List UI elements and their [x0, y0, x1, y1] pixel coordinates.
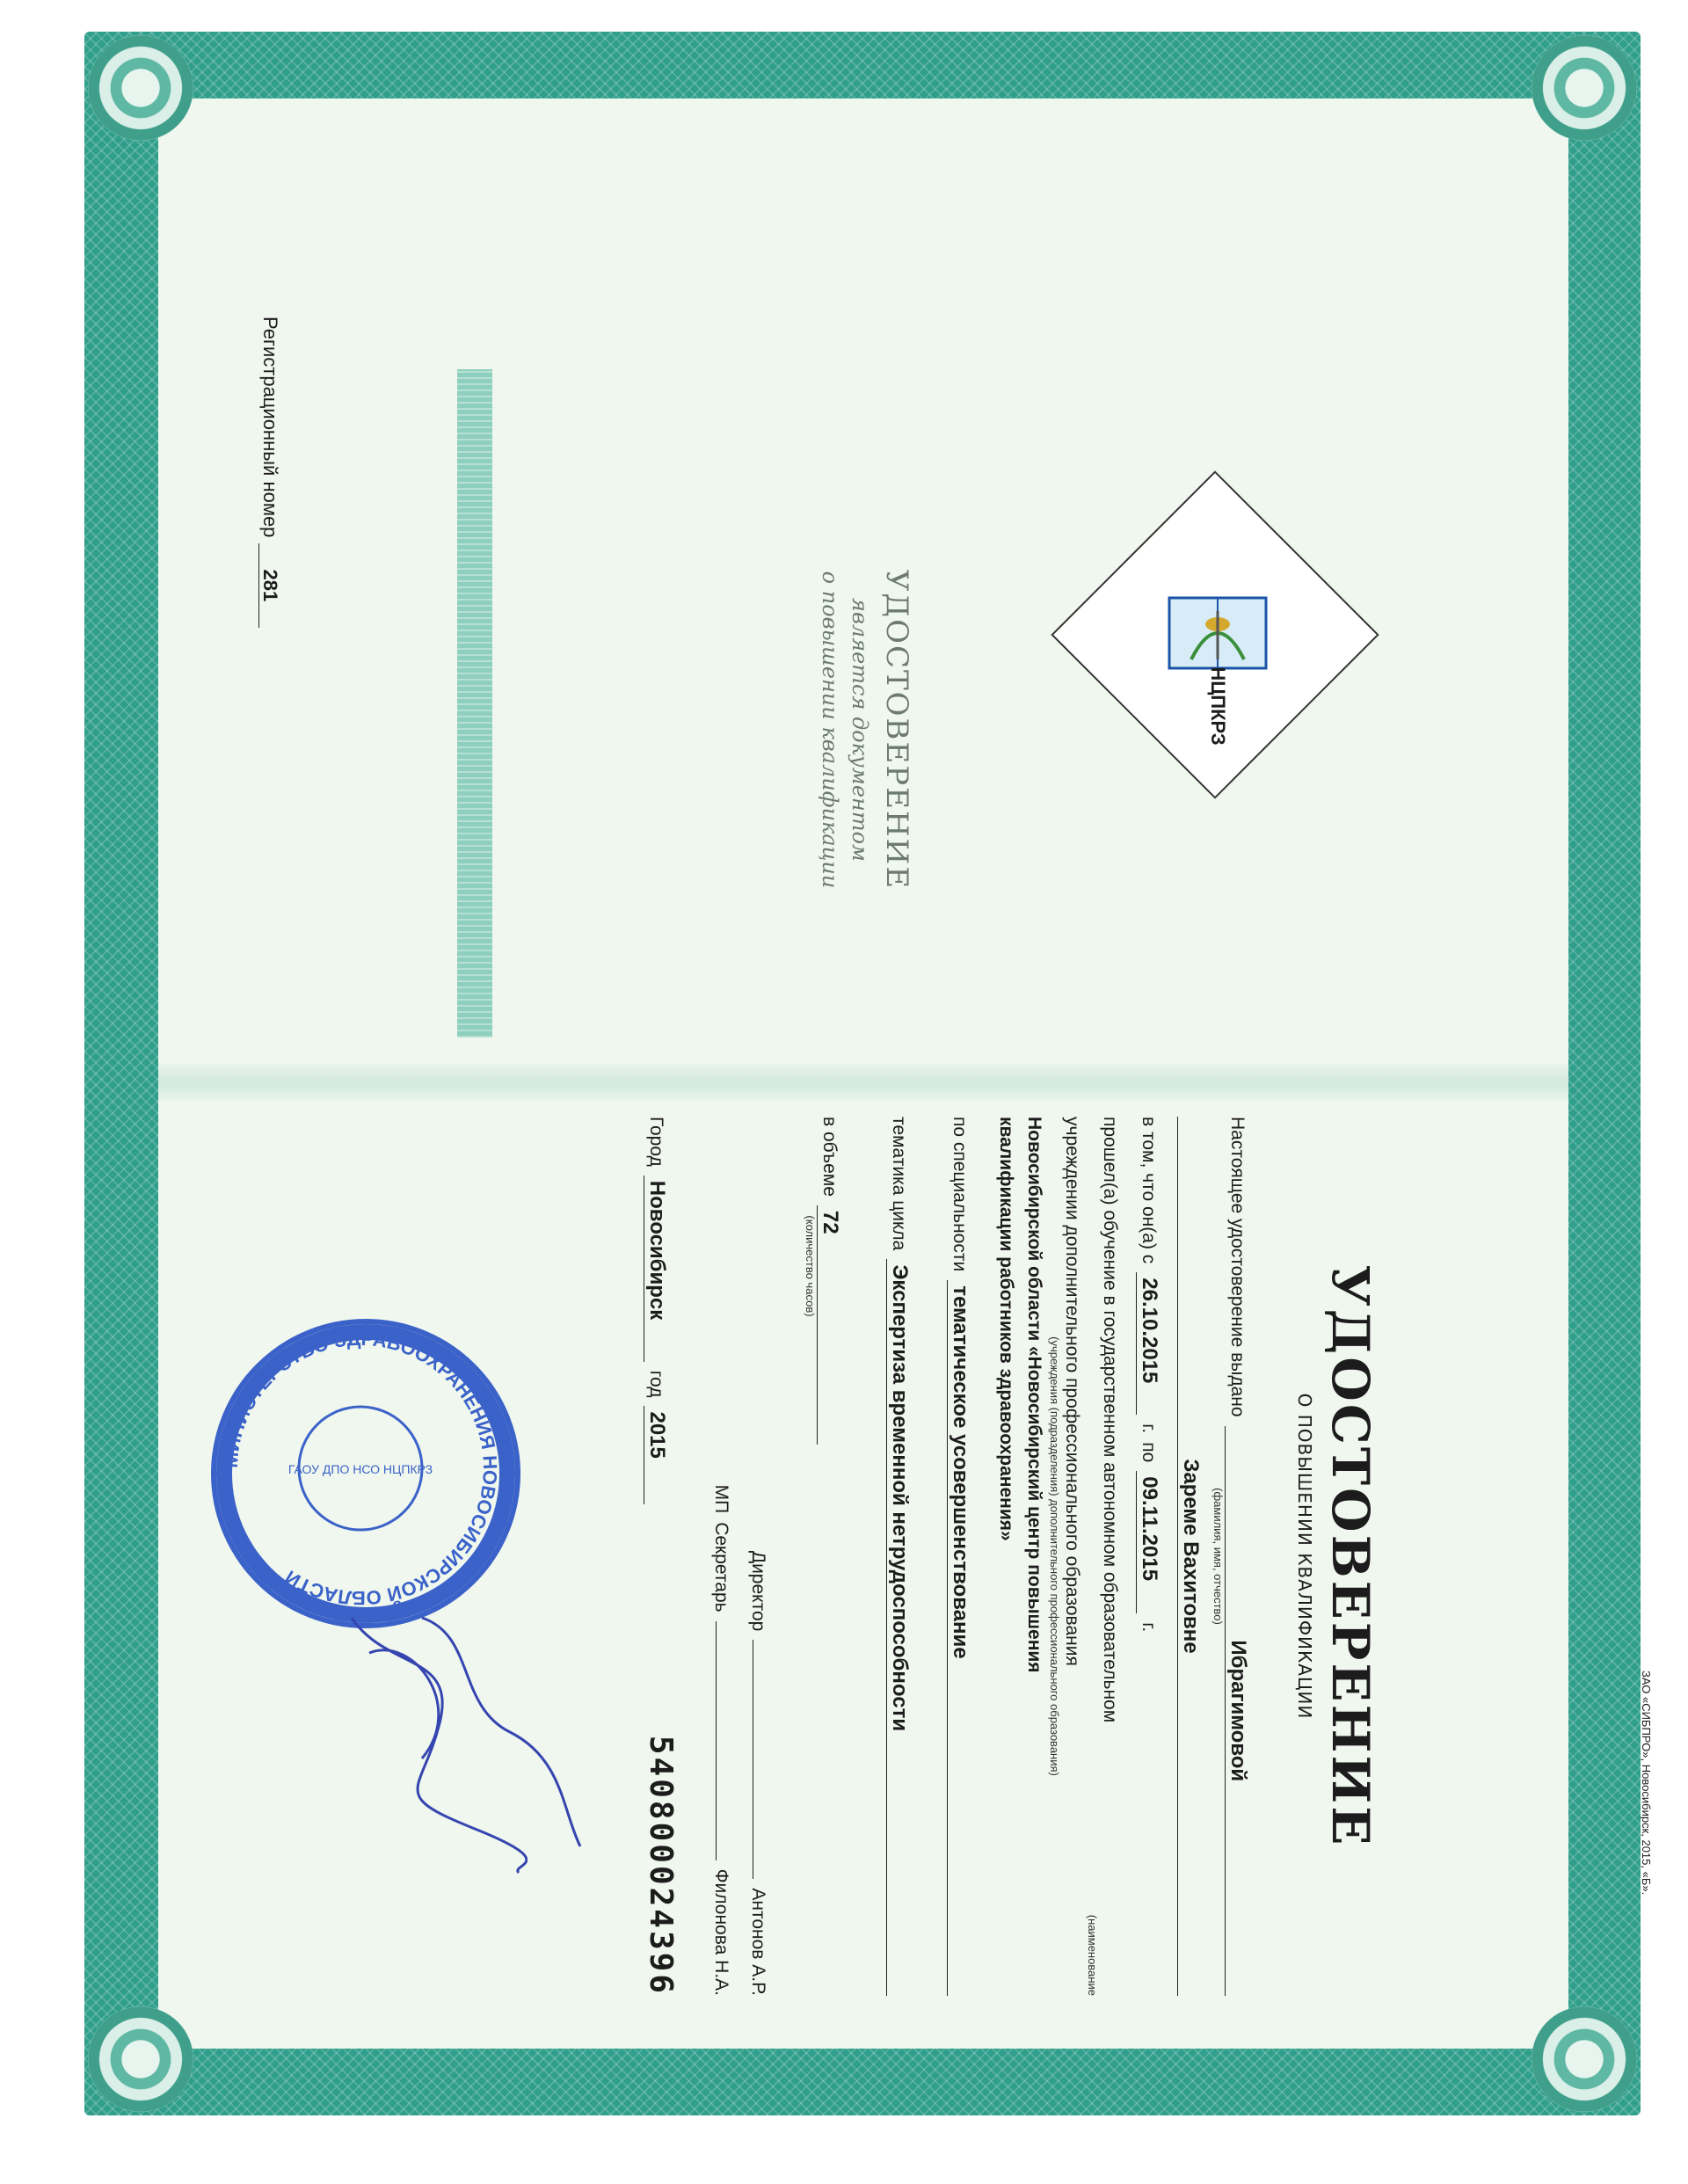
specialty-label: по специальности	[950, 1117, 970, 1272]
hours-caption: (количество часов)	[804, 1215, 817, 1317]
corner-ornament	[88, 35, 193, 141]
logo-text: НЦПКРЗ	[1207, 666, 1229, 746]
institution-line-1: учреждении дополнительного профессионального образования	[1062, 1117, 1082, 1666]
date-from: 26.10.2015	[1136, 1272, 1161, 1415]
registration-number: 281	[258, 543, 281, 629]
ornamental-band	[457, 369, 492, 1037]
stamp-inner-text: ГАОУ ДПО НСО НЦПКРЗ	[287, 1462, 433, 1476]
training-line: прошел(а) обучение в государственном автономном образовательном	[1100, 1117, 1120, 1723]
stamp-ring-text: МИНИСТЕРСТВО ЗДРАВООХРАНЕНИЯ НОВОСИБИРСКОЙ ОБЛАСТИ	[219, 1327, 502, 1610]
to-label: по	[1139, 1442, 1159, 1463]
given-names-value: Зареме Вахитовне	[1177, 1117, 1203, 1996]
city-label: Город	[646, 1117, 666, 1167]
secretary-label: Секретарь	[711, 1522, 731, 1613]
corner-ornament	[1532, 35, 1637, 141]
secretary-name: Филонова Н.А.	[711, 1868, 731, 1996]
specialty-value: тематическое усовершенствование	[947, 1280, 972, 1996]
serial-number: 540800024396	[643, 1735, 679, 1996]
official-stamp	[211, 1319, 520, 1628]
director-label: Директор	[748, 1550, 768, 1632]
back-title: УДОСТОВЕРЕНИЕ	[879, 569, 914, 891]
back-line-2: о повышении квалификации	[818, 571, 842, 889]
city-value: Новосибирск	[644, 1176, 669, 1362]
institution-caption: (учреждения (подразделения) дополнительного профессионального образования)	[1048, 1336, 1061, 1776]
secretary-signature-line	[716, 1621, 717, 1860]
year-label: год	[646, 1370, 666, 1398]
issued-label: Настоящее удостоверение выдано	[1227, 1117, 1248, 1417]
stamp-ring	[211, 1319, 510, 1618]
registration-row	[258, 317, 281, 844]
back-section	[818, 422, 914, 1037]
hours-value: 72	[817, 1205, 842, 1445]
center-fold	[158, 1064, 1568, 1101]
mp-label: МП	[711, 1484, 731, 1514]
fio-caption: (фамилия, имя, отчество)	[1211, 1488, 1225, 1625]
signature-secretary	[404, 1600, 598, 1864]
year-value: 2015	[644, 1406, 669, 1504]
surname-value: Ибрагимовой	[1225, 1426, 1250, 1996]
corner-ornament	[88, 2006, 193, 2112]
date-to: 09.11.2015	[1136, 1471, 1161, 1613]
printer-mark: ЗАО «СИБПРО», Новосибирск, 2015, «Б».	[1640, 1671, 1653, 1896]
back-line-1: является документом	[848, 598, 872, 862]
name-caption: (наименование	[1086, 1914, 1099, 1996]
hours-label: в объеме	[819, 1117, 840, 1197]
logo-emblem	[1055, 475, 1372, 791]
certificate-title: УДОСТОВЕРЕНИЕ	[1321, 1264, 1380, 1848]
director-name: Антонов А.Р.	[748, 1888, 768, 1996]
topic-value: Экспертиза временной нетрудоспособности	[886, 1259, 912, 1996]
institution-line-2: Новосибирской области «Новосибирский центр повышения	[1024, 1117, 1044, 1673]
certificate-subtitle: О ПОВЫШЕНИИ КВАЛИФИКАЦИИ	[1294, 1393, 1315, 1720]
topic-label: тематика цикла	[889, 1117, 909, 1251]
year-mark: г.	[1139, 1423, 1159, 1434]
period-label: в том, что он(а) с	[1139, 1117, 1159, 1264]
corner-ornament	[1532, 2006, 1637, 2112]
institution-line-3: квалификации работников здравоохранения»	[996, 1117, 1016, 1541]
year-mark: г.	[1139, 1622, 1159, 1633]
registration-label: Регистрационный номер	[259, 317, 281, 538]
